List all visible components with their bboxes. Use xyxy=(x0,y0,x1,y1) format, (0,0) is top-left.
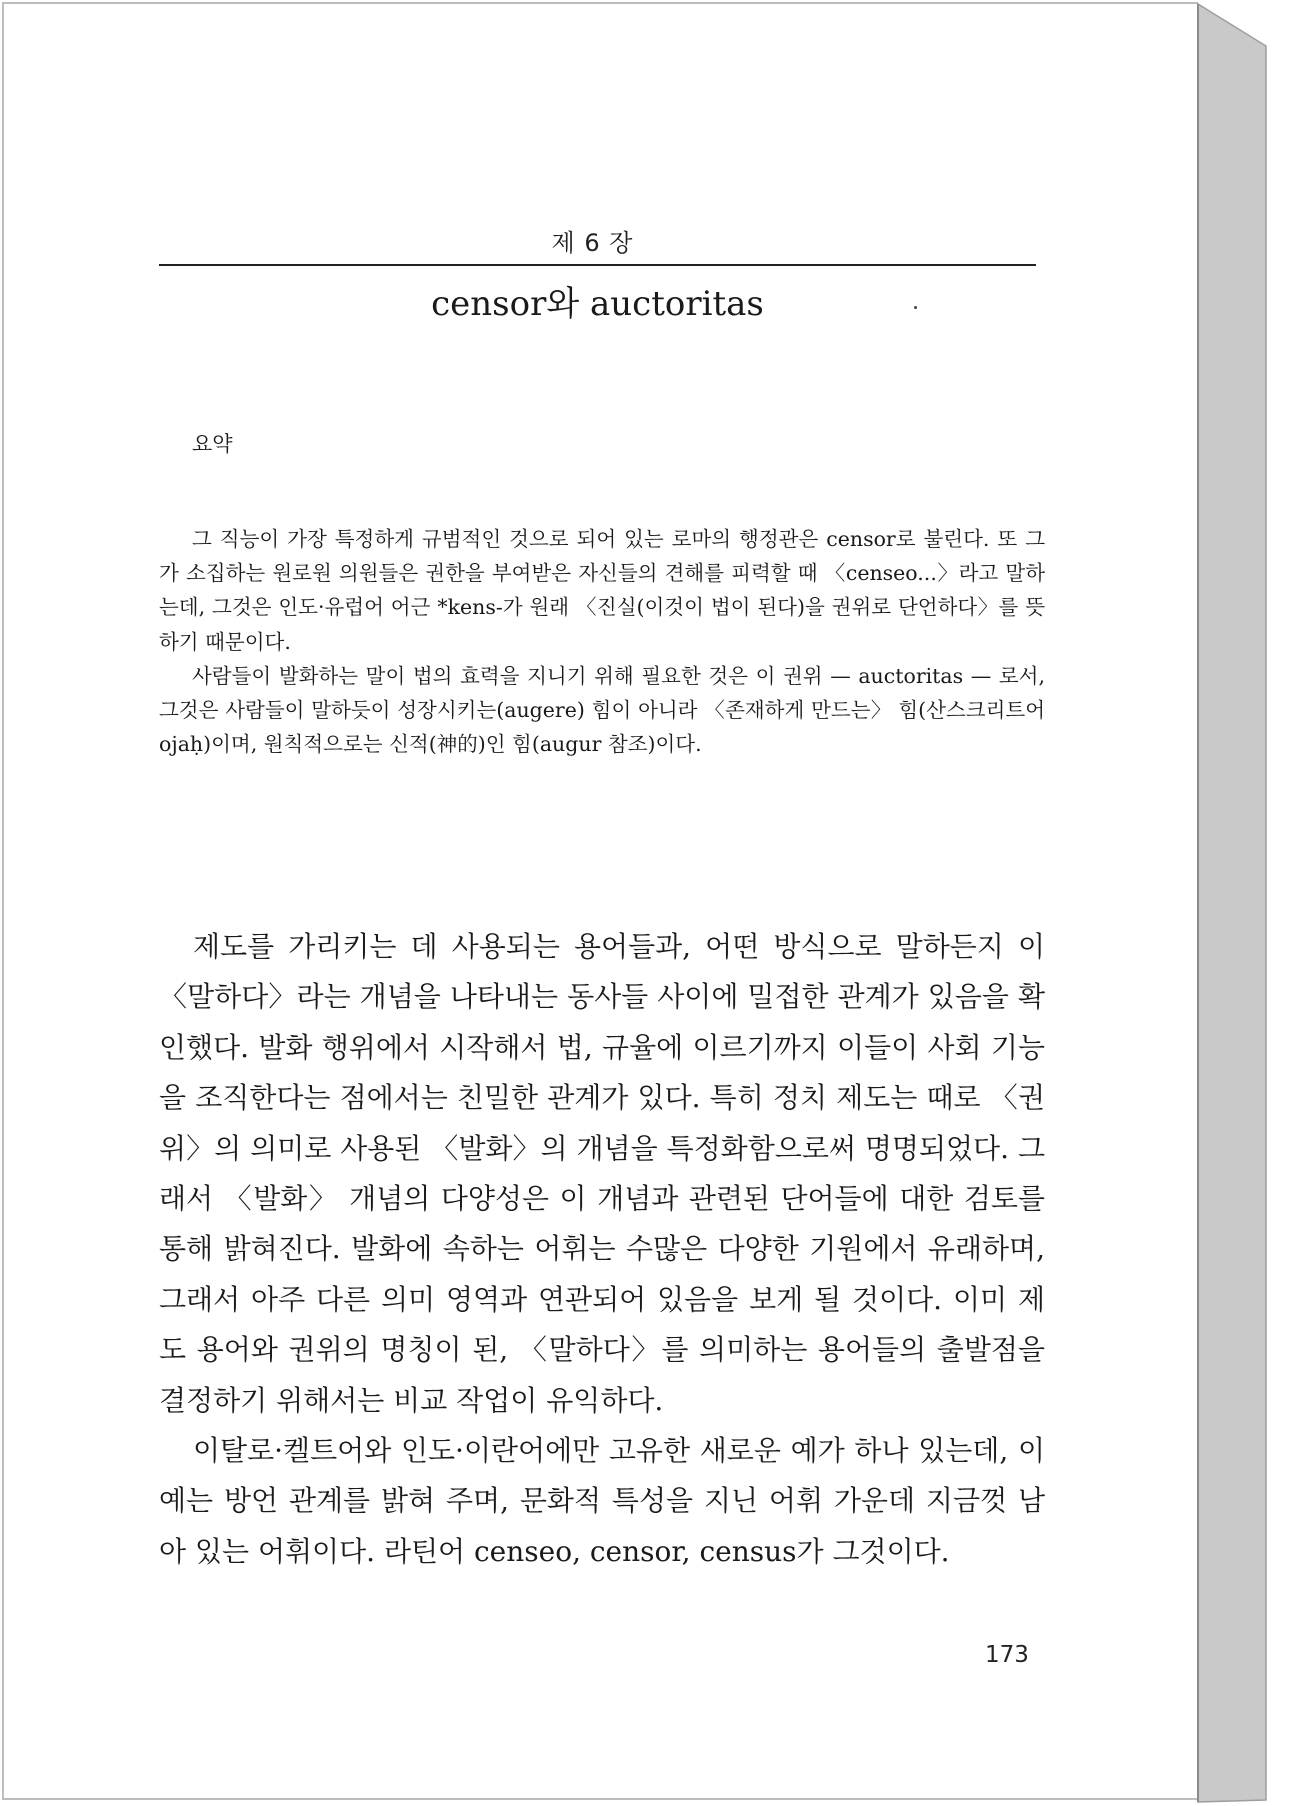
chapter-number: 제 6 장 xyxy=(551,229,634,257)
body-paragraph: 이탈로·켈트어와 인도·이란어에만 고유한 새로운 예가 하나 있는데, 이 예는 방언 관계를 밝혀 주며, 문화적 특성을 지닌 어휘 가운데 지금껏 남아 있는 어휘이다. 라틴어 censeo, censor, census가 그것이다. xyxy=(159,1434,1045,1568)
body-paragraph: 제도를 가리키는 데 사용되는 용어들과, 어떤 방식으로 말하든지 이 〈말하다〉라는 개념을 나타내는 동사들 사이에 밀접한 관계가 있음을 확인했다. 발화 행위에서 시작해서 법, 규율에 이르기까지 이들이 사회 기능을 조직한다는 점에서는 친밀한 관계가 있다. 특히 정치 제도는 때로 〈권위〉의 의미로 사용된 〈발화〉의 개념을 특정화함으로써 명명되었다. 그래서 〈발화〉 개념의 다양성은 이 개념과 관련된 단어들에 대한 검토를 통해 밝혀진다. 발화에 속하는 어휘는 수많은 다양한 기원에서 유래하며, 그래서 아주 다른 의미 영역과 연관되어 있음을 보게 될 것이다. 이미 제도 용어와 권위의 명칭이 된, 〈말하다〉를 의미하는 용어들의 출발점을 결정하기 위해서는 비교 작업이 유익하다. xyxy=(159,930,1045,1417)
summary-paragraph: 그 직능이 가장 특정하게 규범적인 것으로 되어 있는 로마의 행정관은 censor로 불린다. 또 그가 소집하는 원로원 의원들은 권한을 부여받은 자신들의 견해를 피력할 때 〈censeo...〉라고 말하는데, 그것은 인도·유럽어 어근 *kens-가 원래 〈진실(이것이 법이 된다)을 권위로 단언하다〉를 뜻하기 때문이다. xyxy=(159,527,1045,654)
page-number: 173 xyxy=(985,1642,1029,1668)
summary-paragraph: 사람들이 발화하는 말이 법의 효력을 지니기 위해 필요한 것은 이 권위 — auctoritas — 로서, 그것은 사람들이 말하듯이 성장시키는(augere) 힘이 아니라 〈존재하게 만드는〉 힘(산스크리트어 ojaḥ)이며, 원칙적으로는 신적(神的)인 힘(augur 참조)이다. xyxy=(159,663,1045,757)
chapter-title: censor와 auctoritas xyxy=(431,284,764,324)
title-divider xyxy=(159,264,1036,266)
stray-mark xyxy=(914,306,917,309)
summary-section xyxy=(159,522,1045,761)
body-section xyxy=(159,922,1045,1577)
summary-heading: 요약 xyxy=(192,432,233,456)
book-page-edge xyxy=(1196,0,1305,1806)
